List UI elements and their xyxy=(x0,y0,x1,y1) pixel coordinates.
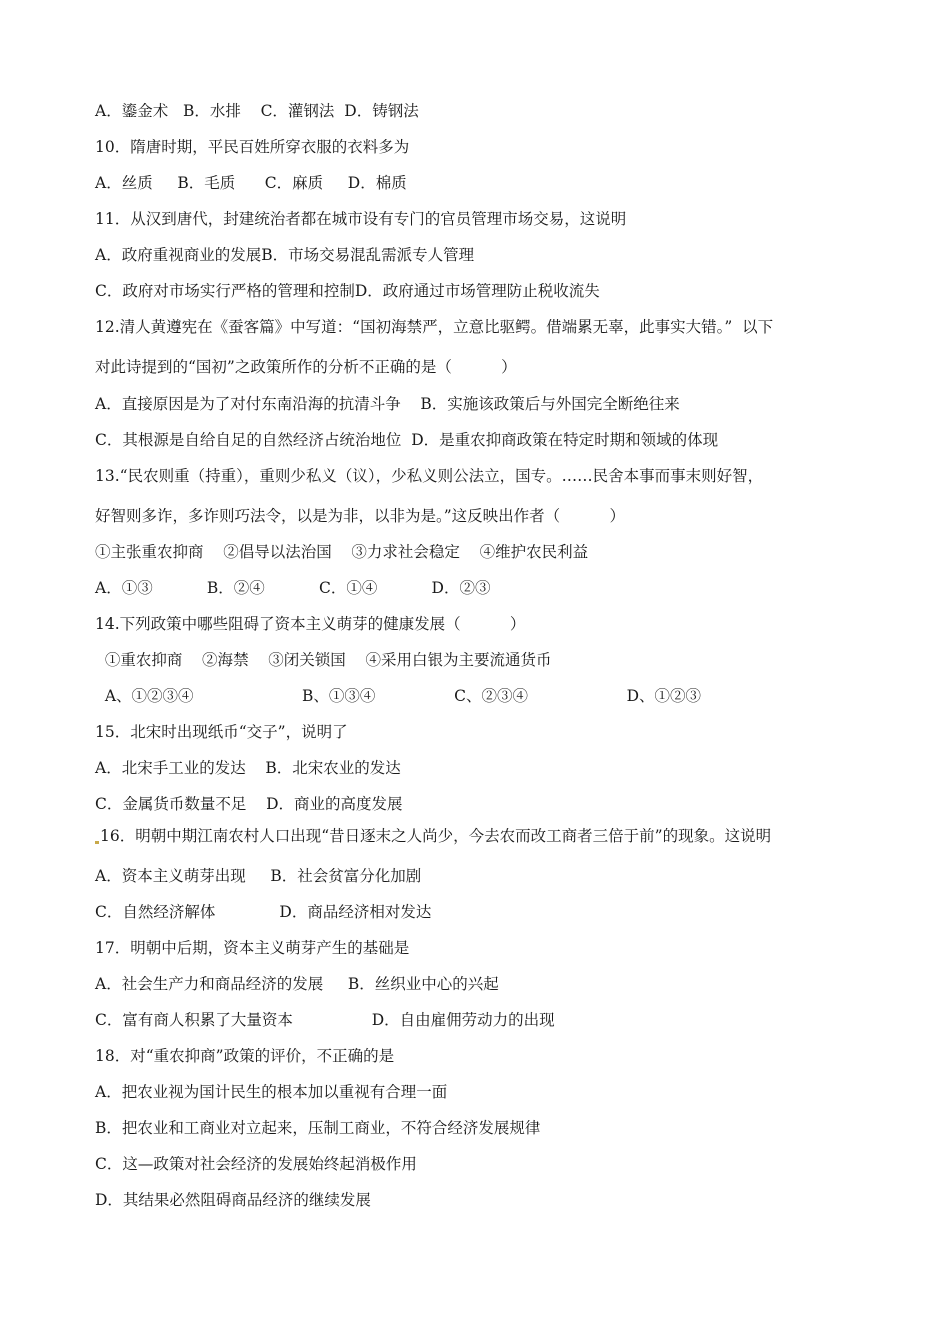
q12-options-cd: C．其根源是自给自足的自然经济占统治地位 D．是重农抑商政策在特定时期和领域的体现 xyxy=(95,431,719,449)
q10-options: A．丝质 B．毛质 C．麻质 D．棉质 xyxy=(95,174,407,192)
q13-question-line2: 好智则多诈，多诈则巧法令，以是为非，以非为是。”这反映出作者（ ） xyxy=(95,507,625,525)
q10-question: 10．隋唐时期，平民百姓所穿衣服的衣料多为 xyxy=(95,138,410,156)
q15-question: 15．北宋时出现纸币“交子”，说明了 xyxy=(95,723,348,741)
q18-option-b: B．把农业和工商业对立起来，压制工商业，不符合经济发展规律 xyxy=(95,1119,541,1137)
q12-question-line2: 对此诗提到的“国初”之政策所作的分析不正确的是（ ） xyxy=(95,358,517,376)
q16-question xyxy=(95,826,771,846)
q13-options: A．①③ B．②④ C．①④ D．②③ xyxy=(95,579,491,597)
q11-question: 11．从汉到唐代，封建统治者都在城市设有专门的官员管理市场交易，这说明 xyxy=(95,210,627,228)
q9-options: A．鎏金术 B．水排 C．灌钢法 D．铸钢法 xyxy=(95,102,419,120)
q17-options-cd: C．富有商人积累了大量资本 D．自由雇佣劳动力的出现 xyxy=(95,1011,555,1029)
q13-statements: ①主张重农抑商 ②倡导以法治国 ③力求社会稳定 ④维护农民利益 xyxy=(95,543,589,561)
q14-question: 14.下列政策中哪些阻碍了资本主义萌芽的健康发展（ ） xyxy=(95,615,526,633)
q14-statements: ①重农抑商 ②海禁 ③闭关锁国 ④采用白银为主要流通货币 xyxy=(95,651,552,669)
q18-option-a: A．把农业视为国计民生的根本加以重视有合理一面 xyxy=(95,1083,448,1101)
q17-question: 17．明朝中后期，资本主义萌芽产生的基础是 xyxy=(95,939,410,957)
q15-options-cd: C．金属货币数量不足 D．商业的高度发展 xyxy=(95,795,403,813)
q18-option-d: D．其结果必然阻碍商品经济的继续发展 xyxy=(95,1191,371,1209)
q14-options: A、①②③④ B、①③④ C、②③④ D、①②③ xyxy=(95,687,701,705)
q17-options-ab: A．社会生产力和商品经济的发展 B．丝织业中心的兴起 xyxy=(95,975,499,993)
q18-option-c: C．这—政策对社会经济的发展始终起消极作用 xyxy=(95,1155,417,1173)
q12-options-ab: A．直接原因是为了对付东南沿海的抗清斗争 B．实施该政策后与外国完全断绝往来 xyxy=(95,395,680,413)
edit-mark-icon xyxy=(95,841,99,844)
q12-question-line1: 12.清人黄遵宪在《蚕客篇》中写道：“国初海禁严，立意比驱鳄。借端累无辜，此事实大错。” 以下 xyxy=(95,318,774,336)
q16-options-cd: C．自然经济解体 D．商品经济相对发达 xyxy=(95,903,432,921)
q18-question: 18．对“重农抑商”政策的评价，不正确的是 xyxy=(95,1047,395,1065)
q16-options-ab: A．资本主义萌芽出现 B．社会贫富分化加剧 xyxy=(95,867,422,885)
q11-options-cd: C．政府对市场实行严格的管理和控制D．政府通过市场管理防止税收流失 xyxy=(95,282,600,300)
q15-options-ab: A．北宋手工业的发达 B．北宋农业的发达 xyxy=(95,759,401,777)
q11-options-ab: A．政府重视商业的发展B．市场交易混乱需派专人管理 xyxy=(95,246,475,264)
q16-question-text: 16．明朝中期江南农村人口出现“昔日逐末之人尚少，今去农而改工商者三倍于前”的现象。这说明 xyxy=(100,827,772,845)
q13-question-line1: 13.“民农则重（持重），重则少私义（议），少私义则公法立，国专。……民舍本事而事末则好智， xyxy=(95,467,764,485)
